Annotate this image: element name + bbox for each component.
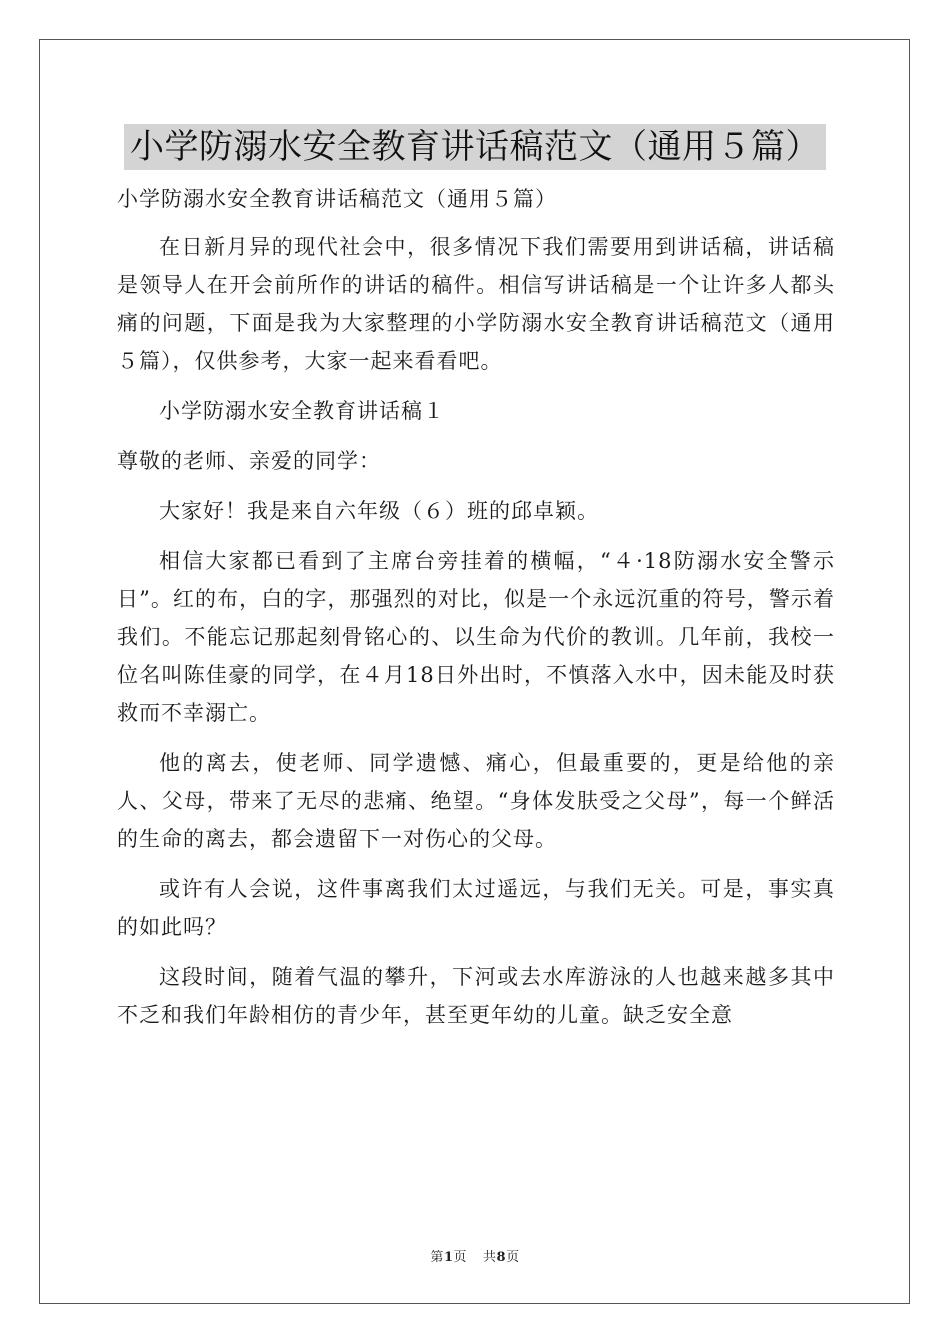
footer-total-prefix: 共	[483, 1250, 497, 1265]
document-body	[117, 180, 835, 1046]
body-paragraph: 或许有人会说，这件事离我们太过遥远，与我们无关。可是，事实真的如此吗？	[117, 877, 835, 939]
body-paragraph: 他的离去，使老师、同学遗憾、痛心，但最重要的，更是给他的亲人、父母，带来了无尽的悲痛、绝望。“身体发肤受之父母”，每一个鲜活的生命的离去，都会遗留下一对伤心的父母。	[117, 751, 835, 851]
intro-paragraph: 在日新月异的现代社会中，很多情况下我们需要用到讲话稿，讲话稿是领导人在开会前所作的讲话的稿件。相信写讲话稿是一个让许多人都头痛的问题，下面是我为大家整理的小学防溺水安全教育讲话稿范文（通用５篇），仅供参考，大家一起来看看吧。	[117, 235, 835, 373]
body-paragraph: 相信大家都已看到了主席台旁挂着的横幅，“４·18防溺水安全警示日”。红的布，白的字，那强烈的对比，似是一个永远沉重的符号，警示着我们。不能忘记那起刻骨铭心的、以生命为代价的教训。几年前，我校一位名叫陈佳豪的同学，在４月18日外出时，不慎落入水中，因未能及时获救而不幸溺亡。	[117, 549, 835, 725]
footer-page-total: 8	[496, 1250, 507, 1265]
footer-page-mid: 页	[453, 1250, 467, 1265]
page-footer	[0, 1246, 950, 1265]
subtitle-paragraph: 小学防溺水安全教育讲话稿范文（通用５篇）	[117, 187, 557, 211]
title-container	[0, 124, 950, 170]
body-paragraph: 这段时间，随着气温的攀升，下河或去水库游泳的人也越来越多其中不乏和我们年龄相仿的青少年，甚至更年幼的儿童。缺乏安全意	[117, 965, 835, 1027]
section-heading: 小学防溺水安全教育讲话稿１	[159, 399, 445, 423]
greeting-paragraph: 大家好！我是来自六年级（６）班的邱卓颖。	[159, 499, 599, 523]
footer-total-suffix: 页	[506, 1250, 520, 1265]
salutation: 尊敬的老师、亲爱的同学：	[117, 449, 381, 473]
document-title: 小学防溺水安全教育讲话稿范文（通用５篇）	[124, 124, 826, 170]
footer-page-prefix: 第	[430, 1250, 444, 1265]
footer-page-current: 1	[443, 1250, 454, 1265]
